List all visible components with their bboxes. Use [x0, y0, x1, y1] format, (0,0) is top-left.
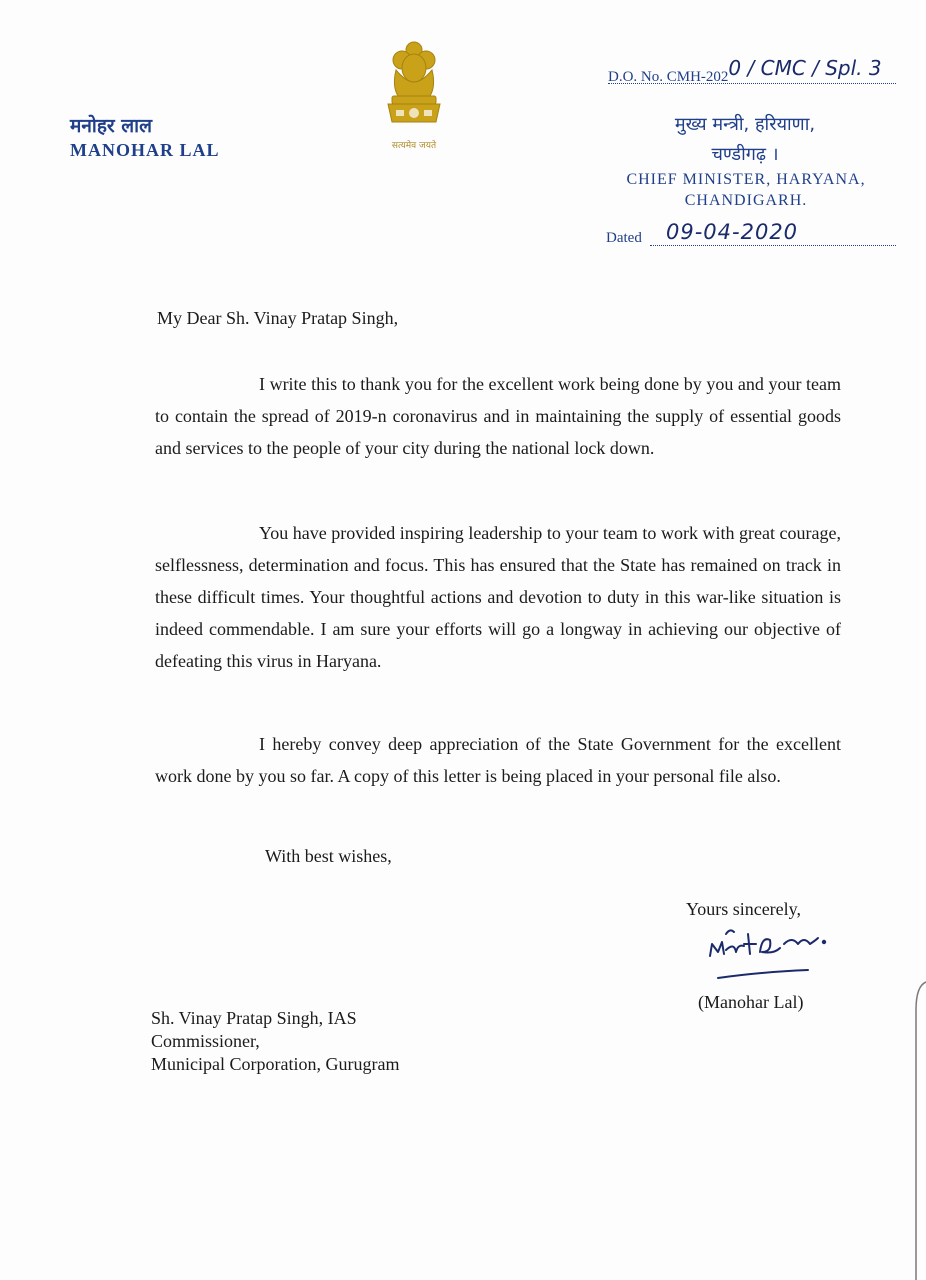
reference-label: D.O. No. CMH-202: [608, 69, 729, 85]
recipient-address: [151, 1007, 399, 1076]
recipient-designation: Commissioner,: [151, 1031, 260, 1051]
dated-label: Dated: [606, 230, 642, 246]
recipient-name: Sh. Vinay Pratap Singh, IAS: [151, 1008, 357, 1028]
emblem-motto: सत्यमेव जयते: [391, 141, 437, 151]
letterhead-name-hindi: मनोहर लाल: [70, 115, 152, 137]
letterhead-name-english: MANOHAR LAL: [70, 140, 220, 160]
salutation: My Dear Sh. Vinay Pratap Singh,: [157, 308, 399, 328]
closing-wishes: With best wishes,: [265, 846, 392, 866]
office-city-hindi: चण्डीगढ़ ।: [711, 144, 779, 165]
body-paragraph: I write this to thank you for the excellent work being done by you and your team to contain the spread of 2019-n coronavirus and in maintaining the supply of essential goods and services to the people of your city during the national lock down.: [155, 374, 841, 458]
office-city-english: CHANDIGARH.: [684, 192, 808, 209]
date-line: [606, 220, 896, 250]
office-title-hindi: मुख्य मन्त्री, हरियाणा,: [674, 114, 816, 135]
reference-handwritten: 0 / CMC / Spl. 3: [728, 56, 882, 80]
page-edge: [912, 980, 926, 1280]
recipient-organization: Municipal Corporation, Gurugram: [151, 1054, 400, 1074]
state-emblem-icon: [374, 38, 454, 156]
body-paragraph: You have provided inspiring leadership to your team to work with great courage, selflessness, determination and focus. This has ensured that the State has remained on track in these difficult times. Your thoughtful actions and devotion to duty in this war-like situation is indeed commendable. I am sure your efforts will go a longway in achieving our objective of defeating this virus in Haryana.: [155, 523, 841, 671]
signature: [700, 922, 830, 988]
office-title-english: CHIEF MINISTER, HARYANA,: [626, 171, 866, 188]
signer-name: (Manohar Lal): [698, 992, 804, 1012]
dated-value: 09-04-2020: [666, 220, 799, 244]
body-paragraph: I hereby convey deep appreciation of the State Government for the excellent work done by you so far. A copy of this letter is being placed in your personal file also.: [155, 734, 841, 786]
reference-number: [608, 56, 896, 86]
complimentary-close: Yours sincerely,: [686, 899, 801, 919]
